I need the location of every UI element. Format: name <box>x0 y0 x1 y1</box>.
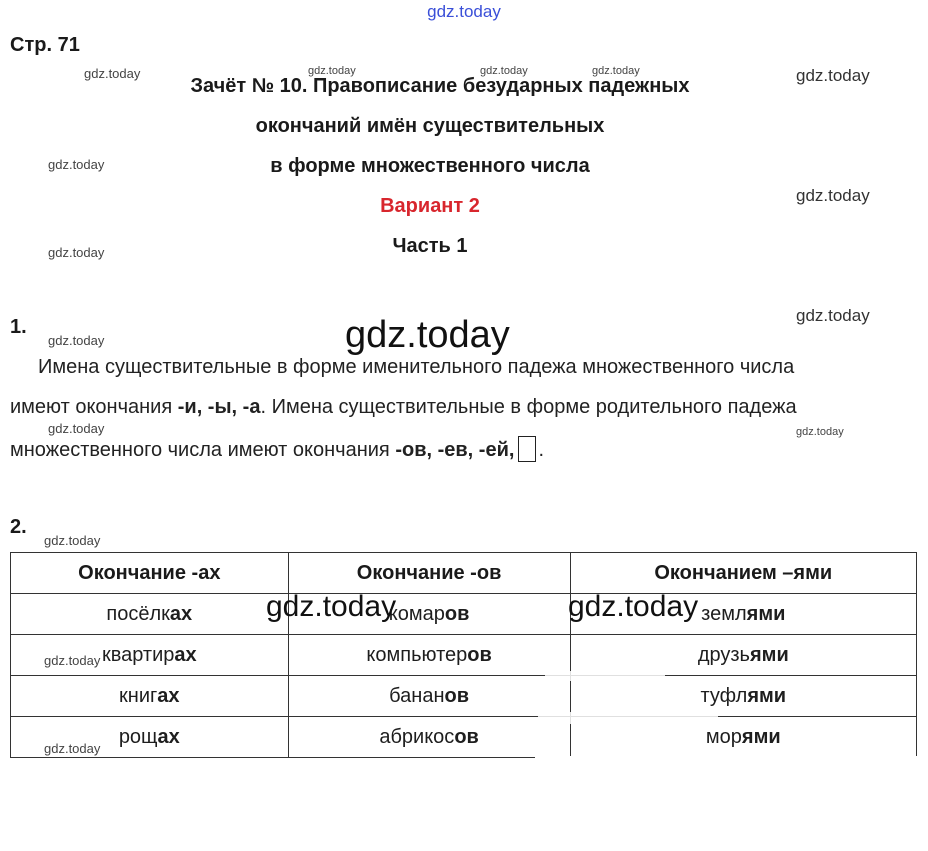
title-line-1: Зачёт № 10. Правописание безударных падежных <box>190 75 690 97</box>
watermark: gdz.today <box>84 66 141 81</box>
endings-table <box>10 552 917 758</box>
watermark: gdz.today <box>796 426 844 438</box>
page-number: Стр. 71 <box>10 34 80 56</box>
header-ending-ov: Окончание -ов <box>288 553 570 594</box>
task-1-text: имеют окончания <box>10 396 178 418</box>
table-cell: книгах <box>11 676 289 717</box>
watermark: gdz.today <box>44 741 101 756</box>
task-2-number: 2. <box>10 516 27 538</box>
answer-blank-box[interactable] <box>518 436 536 462</box>
watermark-large: gdz.today <box>568 590 699 623</box>
watermark: gdz.today <box>48 245 105 260</box>
watermark: gdz.today <box>796 306 870 325</box>
task-1-endings-nominative: -и, -ы, -а <box>177 396 261 418</box>
task-1-line-2 <box>10 396 797 419</box>
task-1-line-1: Имена существительные в форме именительного падежа множественного числа <box>38 356 795 378</box>
watermark: gdz.today <box>44 533 101 548</box>
table-cell: землями <box>570 594 916 635</box>
task-1-text: множественного числа имеют окончания <box>10 439 396 461</box>
table-cell: комаров <box>288 594 570 635</box>
task-1-period: . <box>538 439 544 461</box>
table-row <box>11 717 917 758</box>
task-1-line-3 <box>10 436 544 462</box>
scan-smudge <box>535 756 925 768</box>
task-1-number: 1. <box>10 316 27 338</box>
table-row <box>11 594 917 635</box>
watermark-top: gdz.today <box>427 2 501 21</box>
watermark: gdz.today <box>44 653 101 668</box>
table-cell: бананов <box>288 676 570 717</box>
table-cell: абрикосов <box>288 717 570 758</box>
part-heading: Часть 1 <box>392 235 468 257</box>
table-cell: туфлями <box>570 676 916 717</box>
variant-heading: Вариант 2 <box>380 195 480 217</box>
watermark-large: gdz.today <box>345 314 510 356</box>
table-cell: квартирах <box>11 635 289 676</box>
table-cell: морями <box>570 717 916 758</box>
header-ending-ah: Окончание -ах <box>11 553 289 594</box>
task-1-endings-genitive: -ов, -ев, -ей, <box>395 439 515 461</box>
header-ending-yami: Окончанием –ями <box>570 553 916 594</box>
title-line-2: окончаний имён существительных <box>255 115 605 137</box>
watermark: gdz.today <box>308 65 356 77</box>
table-header-row <box>11 553 917 594</box>
watermark: gdz.today <box>480 65 528 77</box>
table-row <box>11 676 917 717</box>
title-line-3: в форме множественного числа <box>270 155 590 177</box>
table-cell: компьютеров <box>288 635 570 676</box>
watermark: gdz.today <box>48 421 105 436</box>
table-cell: друзьями <box>570 635 916 676</box>
table-row <box>11 635 917 676</box>
watermark: gdz.today <box>48 157 105 172</box>
table-cell: посёлках <box>11 594 289 635</box>
table-cell: рощах <box>11 717 289 758</box>
watermark: gdz.today <box>48 333 105 348</box>
watermark-large: gdz.today <box>266 590 397 623</box>
watermark: gdz.today <box>592 65 640 77</box>
watermark: gdz.today <box>796 66 870 85</box>
scan-smudge <box>545 671 665 681</box>
task-1-text: . Имена существительные в форме родительного падежа <box>260 396 797 418</box>
scan-smudge <box>538 712 718 724</box>
watermark: gdz.today <box>796 186 870 205</box>
